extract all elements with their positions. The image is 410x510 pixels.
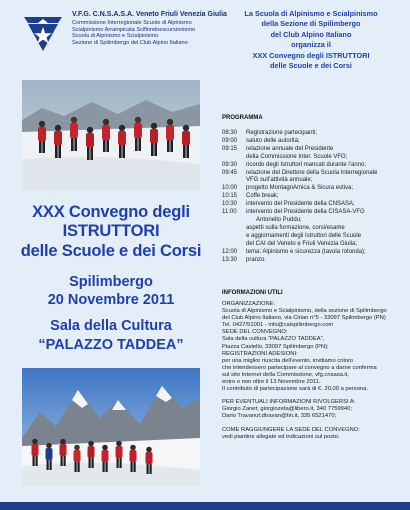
info-line: Sala della cultura “PALAZZO TADDEA”, bbox=[222, 336, 325, 343]
programma-time bbox=[222, 154, 246, 162]
group-photo-snow bbox=[22, 80, 200, 190]
contact-line: Dario Travanut;dtravan@tin.it, 335 6521470; bbox=[222, 413, 337, 420]
programma-title: PROGRAMMA bbox=[222, 115, 263, 121]
bottom-strip bbox=[0, 502, 410, 510]
programma-text: ricordo degli Istruttori mancati durante l’anno; bbox=[246, 161, 367, 168]
programma-row bbox=[222, 257, 402, 265]
intro-line: del Club Alpino Italiano bbox=[270, 29, 352, 39]
info-line: che intendessero partecipare al convegno a darne conferma bbox=[222, 364, 377, 371]
programma-text: relazione del Direttore della Scuola Interregionale bbox=[246, 169, 378, 176]
group-photo-mountains bbox=[22, 368, 200, 486]
programma-row bbox=[222, 241, 402, 249]
org-line: Scialpinismo Arrampicata Sciflondoescursionismo bbox=[72, 26, 196, 33]
programma-text: saluto delle autorità; bbox=[246, 137, 300, 144]
main-title-line3: delle Scuole e dei Corsi bbox=[20, 242, 202, 260]
programma-text: pranzo. bbox=[246, 256, 267, 263]
intro-line: delle Scuole e dei Corsi bbox=[270, 61, 352, 71]
programma-time bbox=[222, 217, 246, 225]
info-line: sul sito Internet della Commissione, vfg.cnsasa.it, bbox=[222, 371, 349, 378]
contact-line: Giorgio Zanet; giorgiozeta@libero.it, 340 7759940; bbox=[222, 406, 352, 413]
programma-list bbox=[222, 130, 402, 264]
programma-text: e aggiornamenti degli Istruttori delle Scuole bbox=[246, 232, 362, 239]
programma-time: 10:15 bbox=[222, 193, 238, 200]
programma-row bbox=[222, 185, 402, 193]
event-date: 20 Novembre 2011 bbox=[47, 292, 175, 308]
event-venue-line1: Sala della Cultura bbox=[50, 318, 172, 334]
info-line: Tel. 0427/51001 - info@caispilimbergo.com bbox=[222, 322, 334, 329]
intro-line: La Scuola di Alpinismo e Scialpinismo bbox=[244, 9, 378, 18]
programma-row bbox=[222, 249, 402, 257]
info-line: entro e non oltre il 13 Novembre 2011. bbox=[222, 379, 321, 386]
intro-line: della Sezione di Spilimbergo bbox=[261, 19, 361, 29]
programma-time: 12:00 bbox=[222, 248, 238, 255]
info-title: INFORMAZIONI UTILI bbox=[222, 290, 283, 296]
programma-text: tema: Alpinismo e sicurezza (tavola rotonda); bbox=[246, 248, 366, 255]
programma-row bbox=[222, 162, 402, 170]
programma-text: Registrazione partecipanti; bbox=[246, 130, 318, 136]
programma-row bbox=[222, 146, 402, 154]
org-line: Sezione di Spilimbergo del Club Alpino Italiano bbox=[72, 39, 188, 46]
footer-line: COME RAGGIUNGERE LA SEDE DEL CONVEGNO: bbox=[222, 426, 360, 433]
programma-time bbox=[222, 233, 246, 241]
programma-time bbox=[222, 225, 246, 233]
info-line: del Club Alpino Italiano, via Cirian n°5 - 33097 Spilimbergo (PN) bbox=[222, 315, 386, 322]
programma-text: della Commissione Inter. Scuole VFG; bbox=[246, 153, 348, 160]
programma-row bbox=[222, 225, 402, 233]
main-title-line1: XXX Convegno degli bbox=[32, 203, 190, 221]
org-title: V.F.G. C.N.S.A.S.A. Veneto Friuli Venezia Giulia bbox=[72, 11, 227, 18]
programma-time bbox=[222, 241, 246, 249]
programma-row bbox=[222, 177, 402, 185]
programma-row bbox=[222, 130, 402, 138]
intro-line: organizza il bbox=[291, 40, 331, 50]
programma-time: 10:30 bbox=[222, 201, 238, 208]
info-line: Il contributo di partecipazione sarà di €. 20,00 a persona. bbox=[222, 386, 368, 393]
org-line: Commissione Interregionale Scuole di Alpinismo bbox=[72, 20, 192, 26]
main-title-line2: ISTRUTTORI bbox=[62, 222, 160, 240]
programma-time: 09:45 bbox=[222, 169, 238, 176]
programma-time: 09:00 bbox=[222, 137, 238, 144]
programma-text: VFG sull’attività annuale; bbox=[246, 177, 313, 184]
programma-row bbox=[222, 233, 402, 241]
info-line: REGISTRAZIONI ADESIONI: bbox=[222, 350, 298, 357]
info-line: per una miglior riuscita dell’evento, invitiamo coloro bbox=[222, 357, 354, 364]
programma-time: 08:30 bbox=[222, 130, 238, 136]
programma-text: intervento del Presidente della CNSASA; bbox=[246, 201, 355, 208]
programma-text: aspetti sulla formazione, corsi/esame bbox=[246, 224, 345, 231]
info-line: SEDE DEL CONVEGNO: bbox=[222, 329, 288, 336]
programma-row bbox=[222, 138, 402, 146]
programma-text: Coffe break; bbox=[246, 193, 279, 200]
contact-line: PER EVENTUALI INFORMAZIONI RIVOLGERSI A: bbox=[222, 399, 356, 406]
cai-logo-icon bbox=[22, 14, 64, 52]
info-block bbox=[222, 301, 404, 441]
programma-time: 10:00 bbox=[222, 185, 238, 192]
programma-text: relazione annuale del Presidente bbox=[246, 145, 334, 152]
programma-time: 13:30 bbox=[222, 256, 238, 263]
programma-text: intervento del Presidente della CISASA-VFG bbox=[246, 209, 365, 216]
info-line: Scuola di Alpinismo e Scialpinismo, della sezione di Spilimbergo bbox=[222, 308, 387, 315]
org-line: Scuola di Alpinismo e Scialpinismo bbox=[72, 33, 159, 40]
intro-text bbox=[222, 9, 400, 71]
footer-line: vedi piantine allegate ed indicazioni sul posto. bbox=[222, 433, 340, 440]
programma-time bbox=[222, 177, 246, 185]
programma-time: 11:00 bbox=[222, 209, 237, 216]
event-venue-line2: “PALAZZO TADDEA” bbox=[38, 337, 184, 353]
programma-text: Antonello Puddu; bbox=[256, 216, 302, 223]
programma-row bbox=[222, 170, 402, 178]
programma-time: 09:15 bbox=[222, 145, 238, 152]
event-place: Spilimbergo bbox=[69, 274, 153, 290]
programma-row bbox=[222, 201, 402, 209]
programma-text: progetto MontagnAmica & Sicura estiva; bbox=[246, 185, 354, 192]
programma-row bbox=[222, 193, 402, 201]
programma-time: 09:30 bbox=[222, 161, 238, 168]
programma-text: del CAI del Veneto e Friuli Venezia Giulia; bbox=[246, 240, 358, 247]
intro-line: XXX Convegno degli ISTRUTTORI bbox=[252, 50, 370, 60]
programma-row bbox=[222, 217, 402, 225]
org-lines bbox=[72, 20, 195, 46]
info-line: Piazza Castello, 33097 Spilimbergo (PN); bbox=[222, 343, 329, 350]
info-line: ORGANIZZAZIONE: bbox=[222, 301, 276, 307]
programma-row bbox=[222, 154, 402, 162]
programma-row bbox=[222, 209, 402, 217]
